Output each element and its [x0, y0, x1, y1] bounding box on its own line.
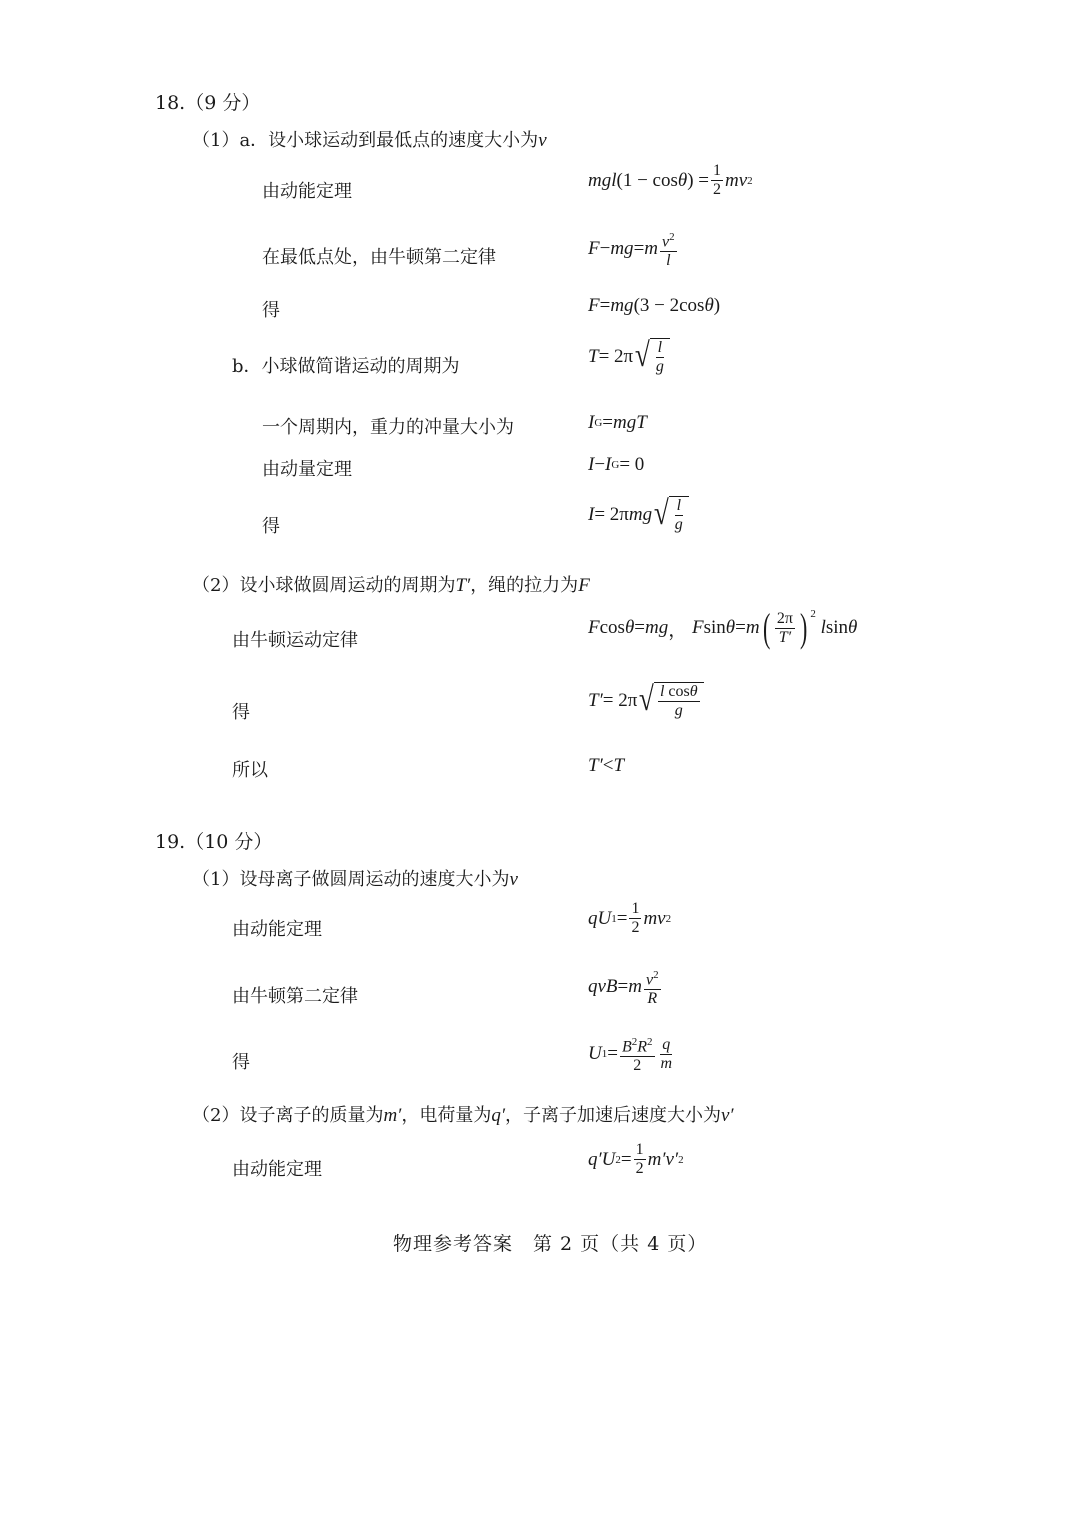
q18-part1a-intro: （1）a．设小球运动到最低点的速度大小为v — [192, 130, 547, 151]
q18-row-label: 由动能定理 — [262, 181, 352, 202]
q19-eq-energy2: q′U 2 = $\frac{1}{2}$ m′v′ 2 — [588, 1141, 684, 1177]
q18-eq-I: I = 2π mg √ $\frac{l}{g}$ — [588, 496, 689, 534]
q19-part2-intro: （2）设子离子的质量为m′，电荷量为q′，子离子加速后速度大小为v′ — [192, 1105, 734, 1126]
q18-eq-newton: F − mg = m $\frac{v^2}{l}$ — [588, 228, 679, 270]
q18-eq-Tprime: T′ = 2π √ $\frac{\text{l cosθ}}{g}$ — [588, 682, 704, 720]
q18-eq-impulse-gravity: I G = mgT — [588, 412, 647, 433]
q19-header: 19.（10 分） — [155, 831, 273, 853]
q19-eq-energy: qU 1 = $\frac{1}{2}$ mv 2 — [588, 900, 672, 936]
q18-row-label: 得 — [262, 300, 280, 321]
q18-part1b-intro: b．小球做简谐运动的周期为 — [232, 356, 460, 377]
q19-part1-intro: （1）设母离子做圆周运动的速度大小为v — [192, 869, 518, 890]
q18-row-label: 得 — [262, 516, 280, 537]
q18-header: 18.（9 分） — [155, 92, 261, 114]
q18-part2-intro: （2）设小球做圆周运动的周期为T′，绳的拉力为F — [192, 575, 590, 596]
q18-row-label: 所以 — [232, 760, 268, 781]
q19-row-label: 由牛顿第二定律 — [232, 986, 358, 1007]
q19-row-label: 由动能定理 — [232, 1159, 322, 1180]
q18-row-label: 由动量定理 — [262, 459, 352, 480]
q18-row-label: 由牛顿运动定律 — [232, 630, 358, 651]
q18-eq-energy: mgl (1 − cos θ ) = $\frac{1}{2}$ mv 2 — [588, 162, 753, 198]
q18-eq-momentum: I − I G = 0 — [588, 454, 645, 475]
q18-eq-period: T = 2π √ $\frac{l}{g}$ — [588, 338, 670, 376]
q19-eq-U1: U 1 = $\frac{B^2R^2}{2}$ $\frac{q}{m}$ — [588, 1033, 676, 1075]
q18-row-label: 得 — [232, 702, 250, 723]
q19-eq-newton: qvB = m $\frac{v^2}{R}$ — [588, 966, 663, 1008]
page-footer: 物理参考答案 第 2 页（共 4 页） — [393, 1233, 708, 1255]
q18-eq-F: F = mg (3 − 2cos θ ) — [588, 295, 721, 316]
q18-row-label: 一个周期内，重力的冲量大小为 — [262, 417, 514, 438]
q19-row-label: 由动能定理 — [232, 919, 322, 940]
q18-eq-circular: F cos θ = mg ， F sin θ = m ( $\frac{2\pi}{T'}$ ) $^2$ l sin θ — [588, 605, 858, 650]
q18-row-label: 在最低点处，由牛顿第二定律 — [262, 247, 496, 268]
q18-eq-compare: T′ < T — [588, 755, 625, 776]
q19-row-label: 得 — [232, 1052, 250, 1073]
